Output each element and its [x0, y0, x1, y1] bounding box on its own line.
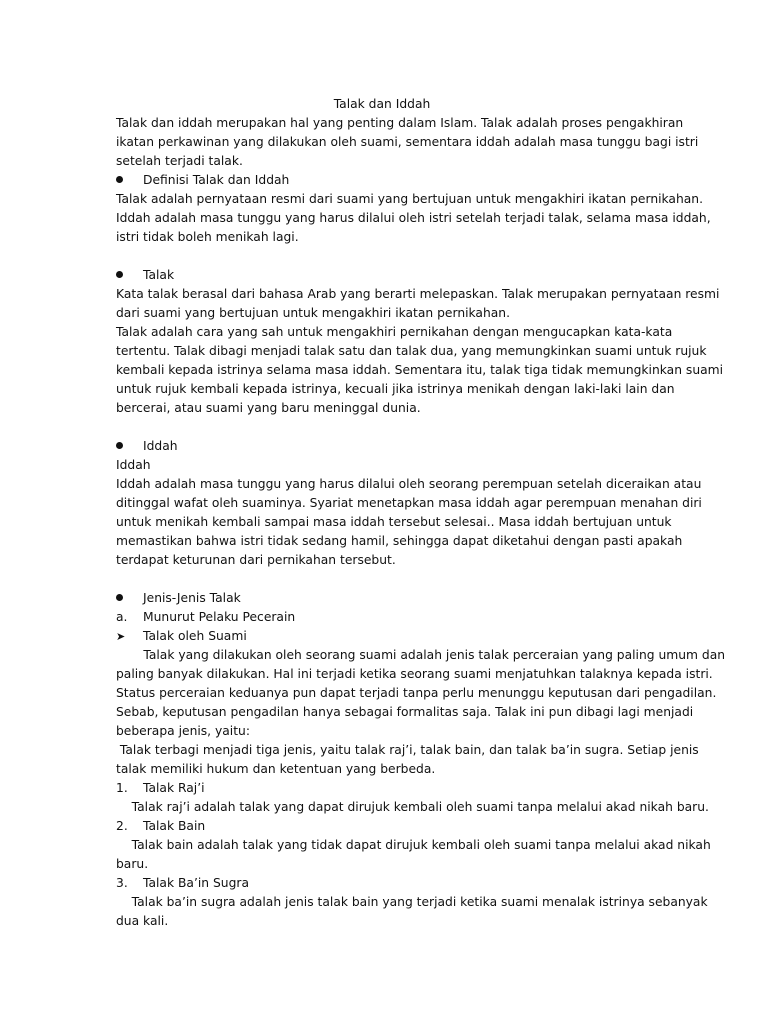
paragraph-line: Talak ba’in sugra adalah jenis talak bain yang terjadi ketika suami menalak istrinya sebanyak	[116, 895, 708, 909]
paragraph-line: memastikan bahwa istri tidak sedang hamil, sehingga dapat diketahui dengan pasti apakah	[116, 534, 683, 548]
paragraph-line: dua kali.	[116, 914, 169, 928]
bullet-icon	[116, 437, 128, 456]
section-heading-definisi: Definisi Talak dan Iddah	[143, 173, 290, 187]
document-title: Talak dan Iddah	[333, 97, 431, 111]
section-heading-jenis: Jenis-Jenis Talak	[143, 591, 241, 605]
paragraph-line: Kata talak berasal dari bahasa Arab yang berarti melepaskan. Talak merupakan pernyataan resmi	[116, 287, 720, 301]
paragraph-line: Talak raj’i adalah talak yang dapat dirujuk kembali oleh suami tanpa melalui akad nikah baru.	[116, 800, 709, 814]
bullet-icon	[116, 589, 128, 608]
bullet-icon	[116, 266, 128, 285]
paragraph-line: terdapat keturunan dari pernikahan tersebut.	[116, 553, 396, 567]
paragraph-line: tertentu. Talak dibagi menjadi talak satu dan talak dua, yang memungkinkan suami untuk rujuk	[116, 344, 707, 358]
list-number: 3.	[116, 876, 128, 890]
list-item-label: Talak Raj’i	[143, 781, 205, 795]
paragraph-line: bercerai, atau suami yang baru meninggal dunia.	[116, 401, 421, 415]
paragraph-line: Iddah adalah masa tunggu yang harus dilalui oleh seorang perempuan setelah diceraikan atau	[116, 477, 702, 491]
paragraph-line: beberapa jenis, yaitu:	[116, 724, 250, 738]
paragraph-line: talak memiliki hukum dan ketentuan yang berbeda.	[116, 762, 436, 776]
paragraph-line: Iddah adalah masa tunggu yang harus dilalui oleh istri setelah terjadi talak, selama masa iddah,	[116, 211, 711, 225]
paragraph-line: Talak yang dilakukan oleh seorang suami adalah jenis talak perceraian yang paling umum dan	[116, 648, 726, 662]
paragraph-line: paling banyak dilakukan. Hal ini terjadi ketika seorang suami menjatuhkan talaknya kepada istri.	[116, 667, 713, 681]
intro-line: ikatan perkawinan yang dilakukan oleh suami, sementara iddah adalah masa tunggu bagi istri	[116, 135, 699, 149]
section-heading-iddah: Iddah	[143, 439, 178, 453]
list-number: 2.	[116, 819, 128, 833]
list-item-label: Talak Bain	[143, 819, 206, 833]
paragraph-line: untuk menikah kembali sampai masa iddah tersebut selesai.. Masa iddah bertujuan untuk	[116, 515, 672, 529]
paragraph-line: Talak adalah pernyataan resmi dari suami yang bertujuan untuk mengakhiri ikatan pernikahan.	[116, 192, 704, 206]
intro-line: setelah terjadi talak.	[116, 154, 243, 168]
list-number: 1.	[116, 781, 128, 795]
paragraph-line: Iddah	[116, 458, 151, 472]
paragraph-line: Talak adalah cara yang sah untuk mengakhiri pernikahan dengan mengucapkan kata-kata	[116, 325, 673, 339]
section-heading-talak: Talak	[143, 268, 175, 282]
paragraph-line: ditinggal wafat oleh suaminya. Syariat menetapkan masa iddah agar perempuan menahan diri	[116, 496, 702, 510]
paragraph-line: kembali kepada istrinya selama masa iddah. Sementara itu, talak tiga tidak memungkinkan suami	[116, 363, 724, 377]
paragraph-line: Talak terbagi menjadi tiga jenis, yaitu talak raj’i, talak bain, dan talak ba’in sugra. Setiap jenis	[116, 743, 699, 757]
list-marker: a.	[116, 610, 128, 624]
list-item-label: Talak Ba’in Sugra	[143, 876, 249, 890]
paragraph-line: Status perceraian keduanya pun dapat terjadi tanpa perlu menunggu keputusan dari pengadilan.	[116, 686, 717, 700]
paragraph-line: untuk rujuk kembali kepada istrinya, kecuali jika istrinya menikah dengan laki-laki lain dan	[116, 382, 675, 396]
paragraph-line: baru.	[116, 857, 149, 871]
arrow-item: Talak oleh Suami	[143, 629, 247, 643]
paragraph-line: Sebab, keputusan pengadilan hanya sebagai formalitas saja. Talak ini pun dibagi lagi menjadi	[116, 705, 694, 719]
paragraph-line: Talak bain adalah talak yang tidak dapat dirujuk kembali oleh suami tanpa melalui akad nikah	[116, 838, 711, 852]
arrow-bullet-icon: ➤	[116, 630, 126, 643]
subheading-a: Munurut Pelaku Pecerain	[143, 610, 296, 624]
intro-line: Talak dan iddah merupakan hal yang penting dalam Islam. Talak adalah proses pengakhiran	[116, 116, 684, 130]
paragraph-line: istri tidak boleh menikah lagi.	[116, 230, 299, 244]
bullet-icon	[116, 171, 128, 190]
paragraph-line: dari suami yang bertujuan untuk mengakhiri ikatan pernikahan.	[116, 306, 511, 320]
